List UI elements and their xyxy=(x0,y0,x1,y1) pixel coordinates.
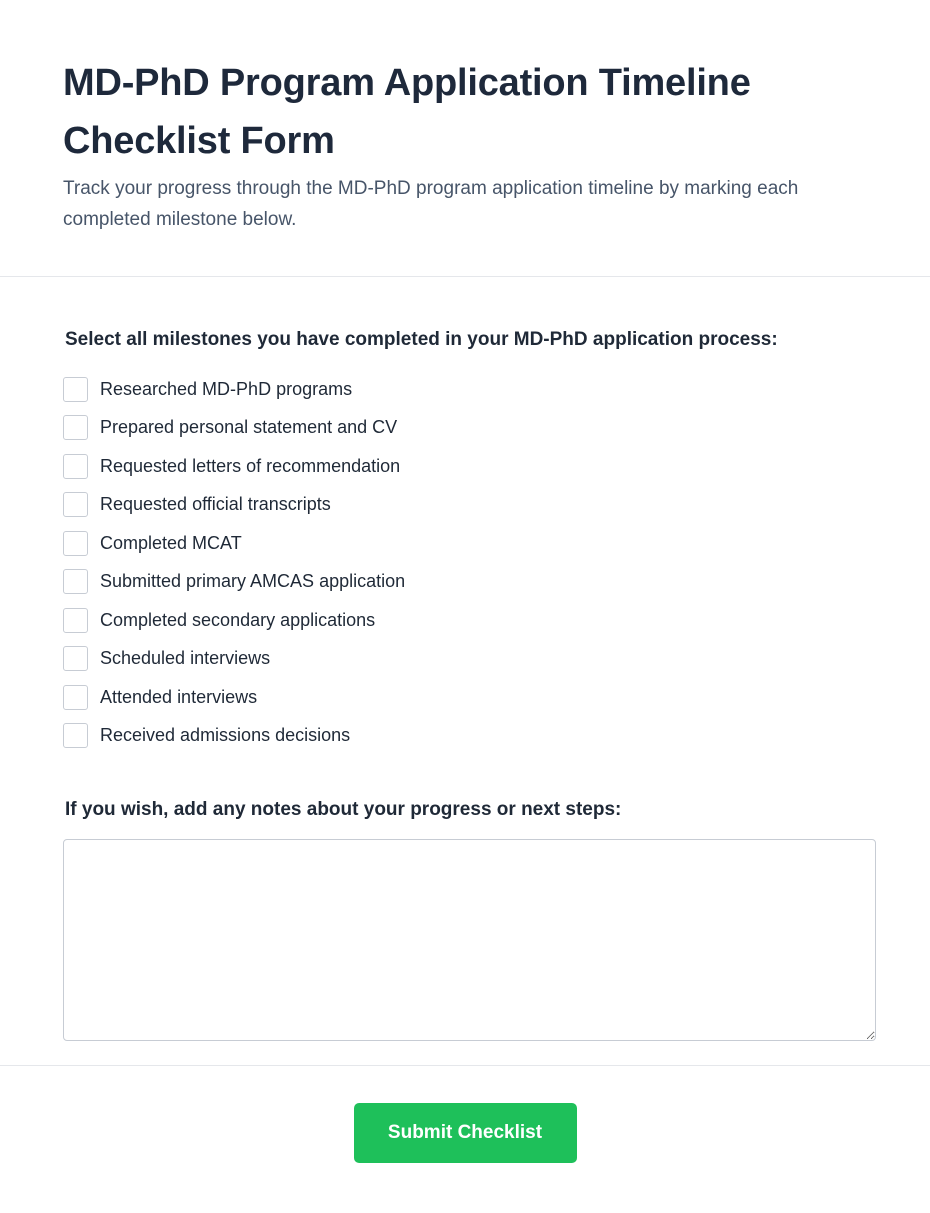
milestone-checkbox[interactable] xyxy=(63,569,88,594)
milestone-checklist xyxy=(63,370,876,755)
milestone-checkbox[interactable] xyxy=(63,377,88,402)
form-footer xyxy=(0,1066,930,1212)
milestone-checkbox[interactable] xyxy=(63,723,88,748)
milestone-label[interactable]: Received admissions decisions xyxy=(100,725,351,746)
form-header xyxy=(0,0,930,277)
milestone-item[interactable] xyxy=(63,486,876,525)
milestone-label[interactable]: Researched MD-PhD programs xyxy=(100,378,353,399)
milestone-checkbox[interactable] xyxy=(63,608,88,633)
milestone-label[interactable]: Submitted primary AMCAS application xyxy=(100,571,406,592)
milestone-item[interactable] xyxy=(63,601,876,640)
form-body xyxy=(0,277,930,1066)
milestone-item[interactable] xyxy=(63,447,876,486)
milestone-item[interactable] xyxy=(63,563,876,602)
milestone-item[interactable] xyxy=(63,678,876,717)
submit-checklist-button[interactable]: Submit Checklist xyxy=(354,1103,577,1163)
milestone-item[interactable] xyxy=(63,409,876,448)
milestone-checkbox[interactable] xyxy=(63,415,88,440)
page-subtitle: Track your progress through the MD-PhD program application timeline by marking each completed milestone below. xyxy=(63,178,799,230)
milestone-item[interactable] xyxy=(63,640,876,679)
milestone-checkbox[interactable] xyxy=(63,492,88,517)
milestones-prompt: Select all milestones you have completed in your MD-PhD application process: xyxy=(65,329,778,350)
milestone-label[interactable]: Scheduled interviews xyxy=(100,648,271,669)
milestone-item[interactable] xyxy=(63,717,876,756)
notes-label: If you wish, add any notes about your progress or next steps: xyxy=(65,799,622,820)
page-title: MD-PhD Program Application Timeline Checklist Form xyxy=(63,62,751,162)
milestone-label[interactable]: Completed MCAT xyxy=(100,532,242,553)
milestone-checkbox[interactable] xyxy=(63,454,88,479)
milestone-checkbox[interactable] xyxy=(63,531,88,556)
milestone-label[interactable]: Attended interviews xyxy=(100,686,258,707)
milestone-label[interactable]: Requested letters of recommendation xyxy=(100,455,401,476)
milestone-label[interactable]: Completed secondary applications xyxy=(100,609,376,630)
milestone-checkbox[interactable] xyxy=(63,646,88,671)
milestone-item[interactable] xyxy=(63,370,876,409)
milestone-checkbox[interactable] xyxy=(63,685,88,710)
milestone-item[interactable] xyxy=(63,524,876,563)
milestone-label[interactable]: Requested official transcripts xyxy=(100,494,331,515)
notes-textarea[interactable] xyxy=(63,839,876,1041)
milestone-label[interactable]: Prepared personal statement and CV xyxy=(100,417,398,438)
